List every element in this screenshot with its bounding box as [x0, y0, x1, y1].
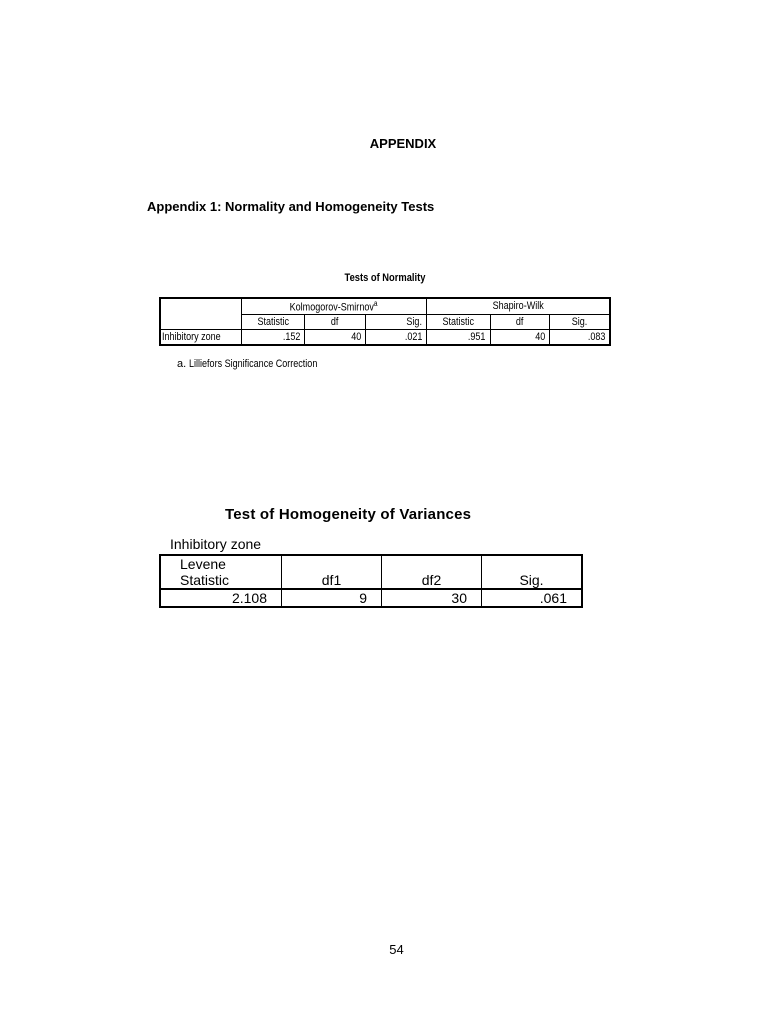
table-cell: 9 — [282, 589, 382, 607]
homogeneity-table — [159, 554, 583, 608]
section-heading: Appendix 1: Normality and Homogeneity Tests — [147, 199, 435, 214]
homogeneity-variable-label: Inhibitory zone — [170, 536, 262, 552]
column-header: df — [490, 314, 550, 329]
page-number: 54 — [389, 942, 404, 957]
column-header: Statistic — [427, 314, 491, 329]
table-cell: .152 — [242, 329, 305, 345]
normality-table — [159, 297, 611, 346]
table-row — [160, 589, 582, 607]
group-header-ks — [242, 298, 427, 314]
column-header-levene: Levene Statistic — [160, 555, 282, 589]
column-header: df — [305, 314, 366, 329]
group-header-sw — [427, 298, 611, 314]
page-heading: APPENDIX — [369, 136, 437, 151]
table-cell: .951 — [427, 329, 491, 345]
row-label: Inhibitory zone — [160, 329, 242, 345]
table-footnote — [177, 358, 346, 370]
column-header-df1: df1 — [282, 555, 382, 589]
table-cell: .061 — [539, 590, 567, 606]
table-row — [160, 329, 610, 345]
table-group-header-row — [160, 298, 610, 314]
homogeneity-table-title: Test of Homogeneity of Variances — [225, 506, 472, 523]
group-sw-label: Shapiro-Wilk — [492, 300, 544, 313]
table-cell: 40 — [305, 329, 366, 345]
column-header: Sig. — [550, 314, 610, 329]
column-header-df2: df2 — [382, 555, 482, 589]
table-cell: 30 — [382, 589, 482, 607]
footnote-ref: a — [374, 299, 378, 308]
table-column-header-row — [160, 555, 582, 589]
column-header-sig: Sig. — [482, 555, 583, 589]
table-cell: 40 — [490, 329, 550, 345]
column-header: Sig. — [366, 314, 427, 329]
table-cell: .021 — [366, 329, 427, 345]
footnote-mark: a. — [177, 358, 187, 370]
footnote-text: Lilliefors Significance Correction — [189, 358, 318, 370]
normality-table-title: Tests of Normality — [344, 272, 426, 284]
group-ks-label: Kolmogorov-Smirnov — [290, 301, 375, 314]
table-cell: 2.108 — [160, 589, 282, 607]
corner-cell — [160, 298, 242, 329]
table-cell: .083 — [550, 329, 610, 345]
column-header: Statistic — [242, 314, 305, 329]
